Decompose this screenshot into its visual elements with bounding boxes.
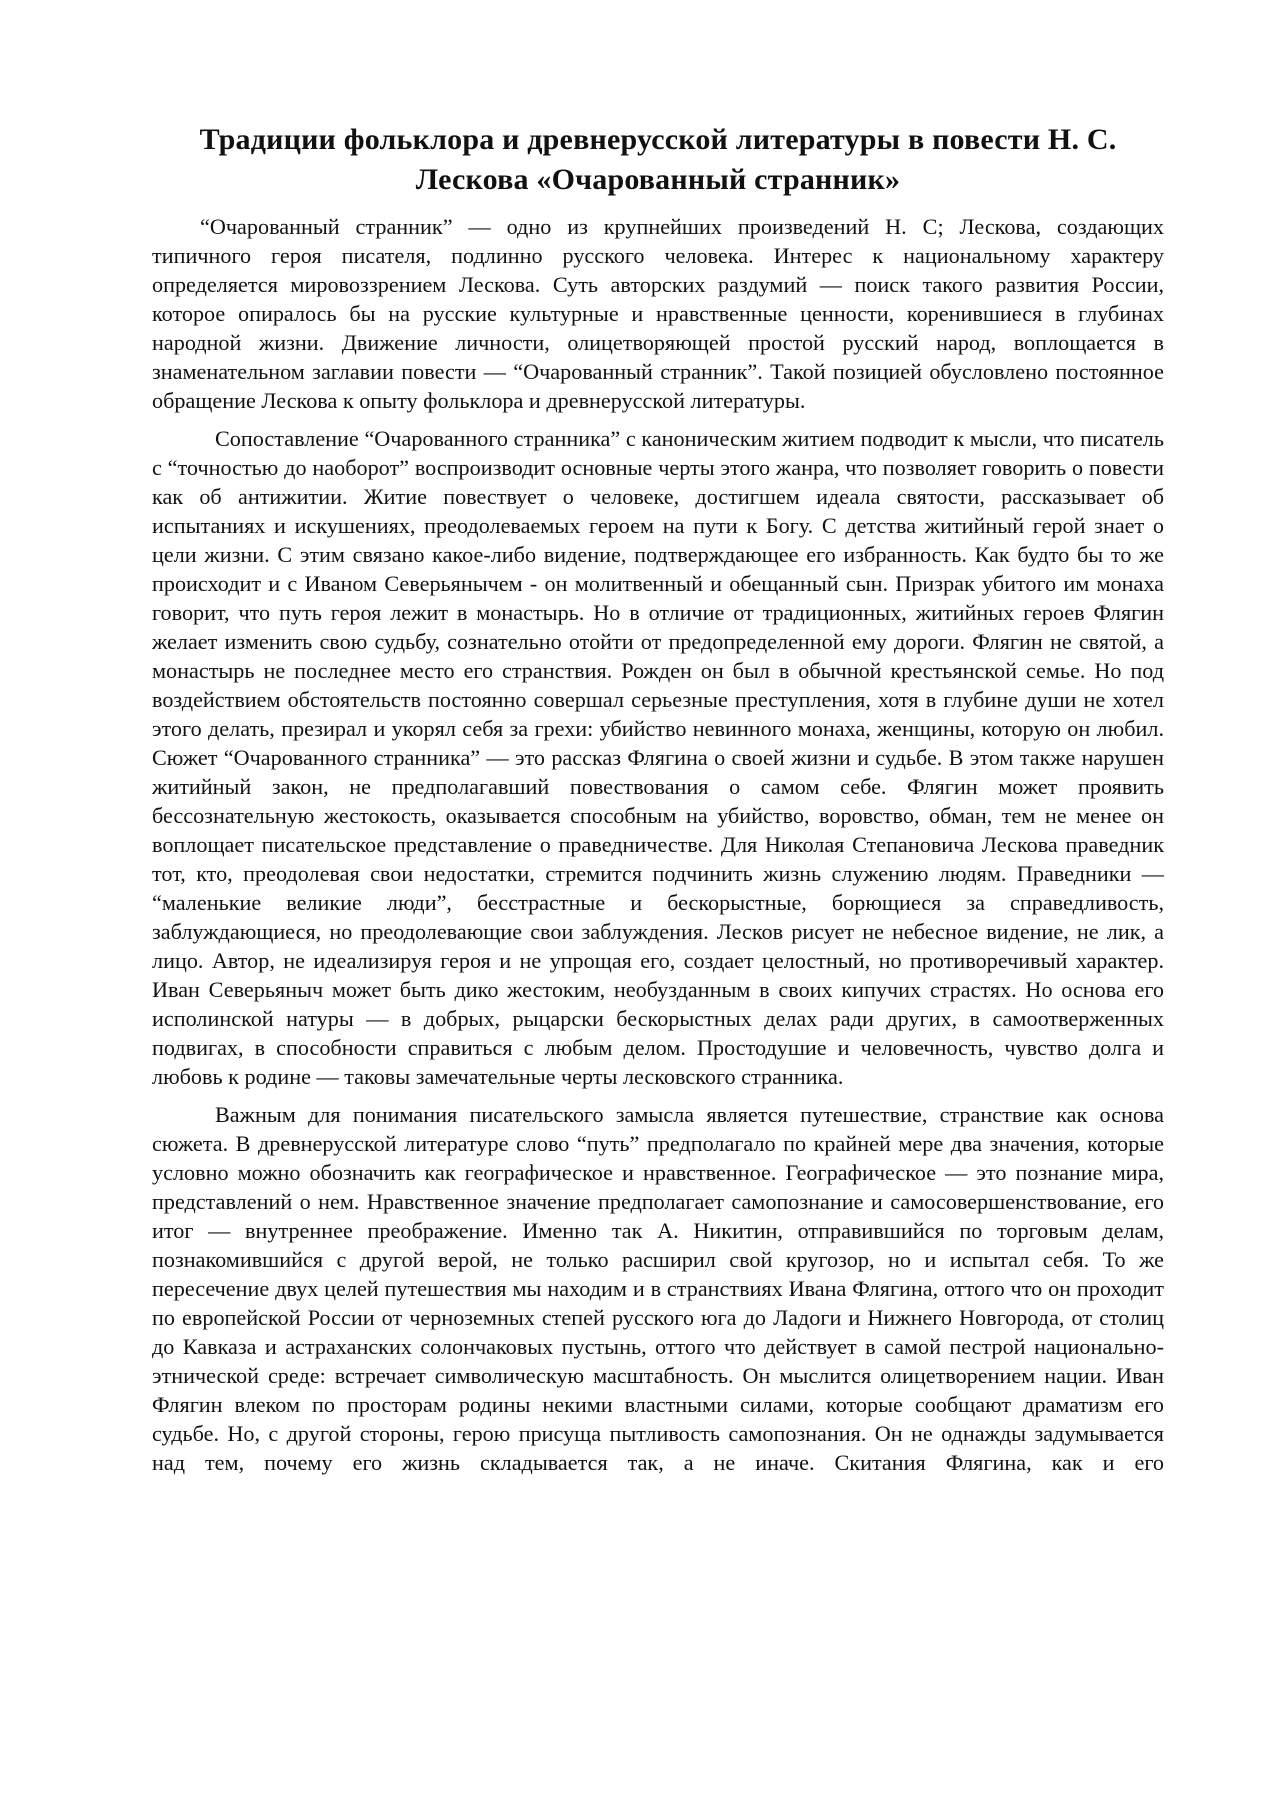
document-page — [152, 120, 1164, 1477]
paragraph-2: Сопоставление “Очарованного странника” с каноническим житием подводит к мысли, что писатель с “точностью до наоборот” воспроизводит основные черты этого жанра, что позволяет говорить о повести как об антижитии. Житие повествует о человеке, достигшем идеала святости, рассказывает об испытаниях и искушениях, преодолеваемых героем на пути к Богу. С детства житийный герой знает о цели жизни. С этим связано какое-либо видение, подтверждающее его избранность. Как будто бы то же происходит и с Иваном Северьянычем - он молитвенный и обещанный сын. Призрак убитого им монаха говорит, что путь героя лежит в монастырь. Но в отличие от традиционных, житийных героев Флягин желает изменить свою судьбу, сознательно отойти от предопределенной ему дороги. Флягин не святой, а монастырь не последнее место его странствия. Рожден он был в обычной крестьянской семье. Но под воздействием обстоятельств постоянно совершал серьезные преступления, хотя в глубине души не хотел этого делать, презирал и укорял себя за грехи: убийство невинного монаха, женщины, которую он любил. Сюжет “Очарованного странника” — это рассказ Флягина о своей жизни и судьбе. В этом также нарушен житийный закон, не предполагавший повествования о самом себе. Флягин может проявить бессознательную жестокость, оказывается способным на убийство, воровство, обман, тем не менее он воплощает писательское представление о праведничестве. Для Николая Степановича Лескова праведник тот, кто, преодолевая свои недостатки, стремится подчинить жизнь служению людям. Праведники — “маленькие великие люди”, бесстрастные и бескорыстные, борющиеся за справедливость, заблуждающиеся, но преодолевающие свои заблуждения. Лесков рисует не небесное видение, не лик, а лицо. Автор, не идеализируя героя и не упрощая его, создает целостный, но противоречивый характер. Иван Северьяныч может быть дико жестоким, необузданным в своих кипучих страстях. Но основа его исполинской натуры — в добрых, рыцарски бескорыстных делах ради других, в самоотверженных подвигах, в способности справиться с любым делом. Простодушие и человечность, чувство долга и любовь к родине — таковы замечательные черты лесковского странника. — [152, 426, 1164, 1089]
paragraph-1: “Очарованный странник” — одно из крупнейших произведений Н. С; Лескова, создающих типичного героя писателя, подлинно русского человека. Интерес к национальному характеру определяется мировоззрением Лескова. Суть авторских раздумий — поиск такого развития России, которое опиралось бы на русские культурные и нравственные ценности, коренившиеся в глубинах народной жизни. Движение личности, олицетворяющей простой русский народ, воплощается в знаменательном заглавии повести — “Очарованный странник”. Такой позицией обусловлено постоянное обращение Лескова к опыту фольклора и древнерусской литературы. — [152, 214, 1164, 413]
document-title: Традиции фольклора и древнерусской литературы в повести Н. С. Лескова «Очарованный странник» — [199, 123, 1117, 196]
paragraph-3: Важным для понимания писательского замысла является путешествие, странствие как основа сюжета. В древнерусской литературе слово “путь” предполагало по крайней мере два значения, которые условно можно обозначить как географическое и нравственное. Географическое — это познание мира, представлений о нем. Нравственное значение предполагает самопознание и самосовершенствование, его итог — внутреннее преображение. Именно так А. Никитин, отправившийся по торговым делам, познакомившийся с другой верой, не только расширил свой кругозор, но и испытал себя. То же пересечение двух целей путешествия мы находим и в странствиях Ивана Флягина, оттого что он проходит по европейской России от черноземных степей русского юга до Ладоги и Нижнего Новгорода, от столиц до Кавказа и астраханских солончаковых пустынь, оттого что действует в самой пестрой национально-этнической среде: встречает символическую масштабность. Он мыслится олицетворением нации. Иван Флягин влеком по просторам родины некими властными силами, которые сообщают драматизм его судьбе. Но, с другой стороны, герою присуща пытливость самопознания. Он не однажды задумывается над тем, почему его жизнь складывается так, а не иначе. Скитания Флягина, как и его — [152, 1102, 1164, 1475]
